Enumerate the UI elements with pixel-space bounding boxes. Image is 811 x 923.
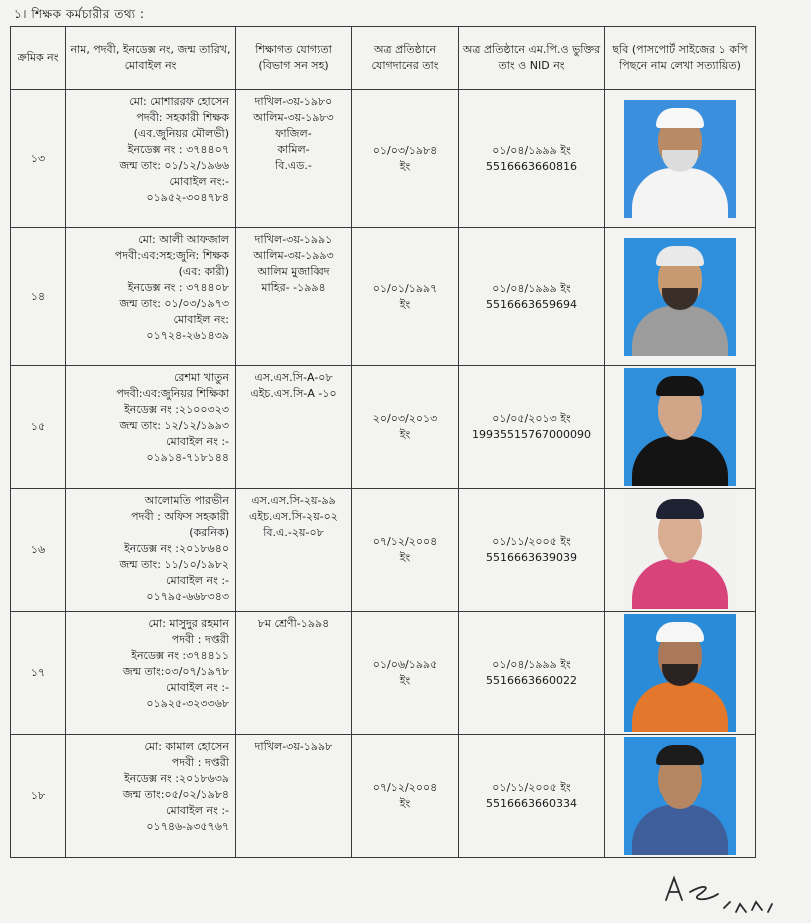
- info-cell: [66, 228, 236, 366]
- photo-headwear: [656, 622, 704, 642]
- col-header-photo: ছবি (পাসপোর্ট সাইজের ১ কপি পিছনে নাম লেখা সত্যায়িত): [605, 27, 756, 90]
- table-row: [11, 489, 756, 612]
- education-cell: [236, 612, 352, 735]
- photo-clothes: [632, 306, 728, 356]
- joining-date: ২০/০৩/২০১৩ ইং: [372, 412, 438, 441]
- photo-cell: [605, 366, 756, 489]
- photo-headwear: [656, 246, 704, 266]
- signature-image: [660, 868, 780, 918]
- mpo-cell: [459, 735, 605, 858]
- mpo-date: ০১/০৪/১৯৯৯ ইং: [492, 658, 571, 672]
- mpo-cell: [459, 366, 605, 489]
- joining-cell: [352, 489, 459, 612]
- photo-cell: [605, 90, 756, 228]
- serial-cell: [11, 612, 66, 735]
- education-text: এস.এস.সি-A-০৮ এইচ.এস.সি-A -১০: [250, 371, 337, 400]
- table-row: [11, 228, 756, 366]
- staff-info-text: রেশমা খাতুন পদবী:এব:জুনিয়র শিক্ষিকা ইনডেক্স নং :২১০০৩২৩ জন্ম তাং: ১২/১২/১৯৯৩ মোবাইল নং :- ০১৯১৪-৭১৮১৪৪: [116, 371, 229, 464]
- joining-date: ০৭/১২/২০০৪ ইং: [372, 781, 438, 810]
- joining-date: ০১/০১/১৯৯৭ ইং: [372, 281, 438, 311]
- joining-date: ০১/০৬/১৯৯৫ ইং: [372, 658, 438, 687]
- table-row: [11, 735, 756, 858]
- passport-photo: [624, 100, 736, 218]
- serial-number: ১৬: [30, 543, 46, 557]
- education-text: দাখিল-৩য়-১৯৯৮: [254, 740, 333, 753]
- mpo-date: ০১/০৫/২০১৩ ইং: [492, 412, 571, 426]
- education-cell: [236, 90, 352, 228]
- passport-photo: [624, 614, 736, 732]
- nid-number: 5516663659694: [486, 297, 577, 311]
- staff-info-text: মো: কামাল হোসেন পদবী : দপ্তরী ইনডেক্স নং :২০১৮৬৩৯ জন্ম তাং:০৫/০২/১৯৮৪ মোবাইল নং :- ০১৭৪৬-৯৩৫৭৬৭: [122, 740, 229, 833]
- photo-cell: [605, 612, 756, 735]
- info-cell: [66, 735, 236, 858]
- serial-number: ১৭: [30, 666, 46, 680]
- table-body: [11, 90, 756, 858]
- photo-headwear: [656, 108, 704, 128]
- info-cell: [66, 489, 236, 612]
- mpo-cell: [459, 489, 605, 612]
- info-cell: [66, 366, 236, 489]
- passport-photo: [624, 737, 736, 855]
- serial-number: ১৩: [30, 151, 46, 165]
- serial-number: ১৫: [30, 420, 46, 434]
- serial-number: ১৪: [30, 289, 46, 303]
- info-cell: [66, 90, 236, 228]
- mpo-cell: [459, 612, 605, 735]
- education-cell: [236, 735, 352, 858]
- passport-photo: [624, 368, 736, 486]
- education-text: ৮ম শ্রেণী-১৯৯৪: [257, 617, 330, 630]
- photo-cell: [605, 228, 756, 366]
- section-heading: ১। শিক্ষক কর্মচারীর তথ্য :: [14, 7, 145, 21]
- education-text: দাখিল-৩য়-১৯৮০ আলিম-৩য়-১৯৮৩ ফাজিল- কামিল- বি.এড.-: [253, 95, 334, 172]
- photo-headwear: [656, 745, 704, 765]
- serial-cell: [11, 489, 66, 612]
- nid-number: 5516663660334: [486, 797, 577, 810]
- joining-date: ০৭/১২/২০০৪ ইং: [372, 535, 438, 564]
- photo-clothes: [632, 559, 728, 609]
- table-row: [11, 612, 756, 735]
- mpo-date: ০১/০৪/১৯৯৯ ইং: [492, 143, 571, 157]
- nid-number: 5516663660816: [486, 159, 577, 173]
- photo-clothes: [632, 436, 728, 486]
- mpo-date: ০১/০৪/১৯৯৯ ইং: [492, 281, 571, 295]
- col-header-joining: অত্র প্রতিষ্ঠানে যোগদানের তাং: [352, 27, 459, 90]
- joining-cell: [352, 612, 459, 735]
- education-cell: [236, 366, 352, 489]
- photo-clothes: [632, 168, 728, 218]
- table-header: [11, 27, 756, 90]
- joining-cell: [352, 90, 459, 228]
- photo-headwear: [656, 499, 704, 519]
- mpo-date: ০১/১১/২০০৫ ইং: [492, 781, 571, 795]
- joining-cell: [352, 366, 459, 489]
- col-header-info: নাম, পদবী, ইনডেক্স নং, জন্ম তারিখ, মোবাইল নং: [66, 27, 236, 90]
- joining-cell: [352, 735, 459, 858]
- table-row: [11, 366, 756, 489]
- staff-info-text: মো: মাসুদুর রহমান পদবী : দপ্তরী ইনডেক্স নং :৩৭৪৪১১ জন্ম তাং:০৩/০৭/১৯৭৮ মোবাইল নং :- ০১৯২৫-৩২৩৩৬৮: [122, 617, 229, 710]
- photo-cell: [605, 735, 756, 858]
- photo-headwear: [656, 376, 704, 396]
- col-header-serial: ক্রমিক নং: [11, 27, 66, 90]
- staff-info-text: মো: মোশাররফ হোসেন পদবী: সহকারী শিক্ষক (এব.জুনিয়র মৌলভী) ইনডেক্স নং : ৩৭৪৪০৭ জন্ম তাং: ০১/১২/১৯৬৬ মোবাইল নং:- ০১৯৫২-৩০৪৭৮৪: [119, 95, 229, 204]
- mpo-cell: [459, 90, 605, 228]
- education-text: এস.এস.সি-২য়-৯৯ এইচ.এস.সি-২য়-০২ বি.এ.-২য়-০৮: [249, 494, 338, 539]
- staff-info-text: আলোমতি পারভীন পদবী : অফিস সহকারী (করনিক) ইনডেক্স নং :২০১৮৬৪০ জন্ম তাং: ১১/১০/১৯৮২ মোবাইল নং :- ০১৭৯৫-৬৬৮৩৪৩: [119, 494, 229, 603]
- photo-clothes: [632, 682, 728, 732]
- serial-cell: [11, 228, 66, 366]
- education-text: দাখিল-৩য়-১৯৯১ আলিম-৩য়-১৯৯৩ আলিম মুজাব্বিদ মাহির- -১৯৯৪: [253, 233, 334, 294]
- serial-number: ১৮: [30, 789, 46, 803]
- photo-clothes: [632, 805, 728, 855]
- photo-cell: [605, 489, 756, 612]
- nid-number: 19935515767000090: [472, 428, 591, 441]
- education-cell: [236, 489, 352, 612]
- mpo-cell: [459, 228, 605, 366]
- table-row: [11, 90, 756, 228]
- joining-cell: [352, 228, 459, 366]
- serial-cell: [11, 735, 66, 858]
- col-header-education: শিক্ষাগত যোগ্যতা (বিভাগ সন সহ): [236, 27, 352, 90]
- education-cell: [236, 228, 352, 366]
- serial-cell: [11, 90, 66, 228]
- col-header-mpo: অত্র প্রতিষ্ঠানে এম.পি.ও ভুক্তির তাং ও NID নং: [459, 27, 605, 90]
- passport-photo: [624, 238, 736, 356]
- serial-cell: [11, 366, 66, 489]
- info-cell: [66, 612, 236, 735]
- staff-info-text: মো: আলী আফজাল পদবী:এব:সহ:জুনি: শিক্ষক (এব: কারী) ইনডেক্স নং : ৩৭৪৪০৮ জন্ম তাং: ০১/০৩/১৯৭৩ মোবাইল নং: ০১৭২৪-২৬১৪৩৯: [114, 233, 229, 342]
- passport-photo: [624, 491, 736, 609]
- joining-date: ০১/০৩/১৯৮৪ ইং: [372, 143, 438, 173]
- staff-info-table: [10, 26, 756, 858]
- nid-number: 5516663660022: [486, 674, 577, 687]
- nid-number: 5516663639039: [486, 551, 577, 564]
- mpo-date: ০১/১১/২০০৫ ইং: [492, 535, 571, 549]
